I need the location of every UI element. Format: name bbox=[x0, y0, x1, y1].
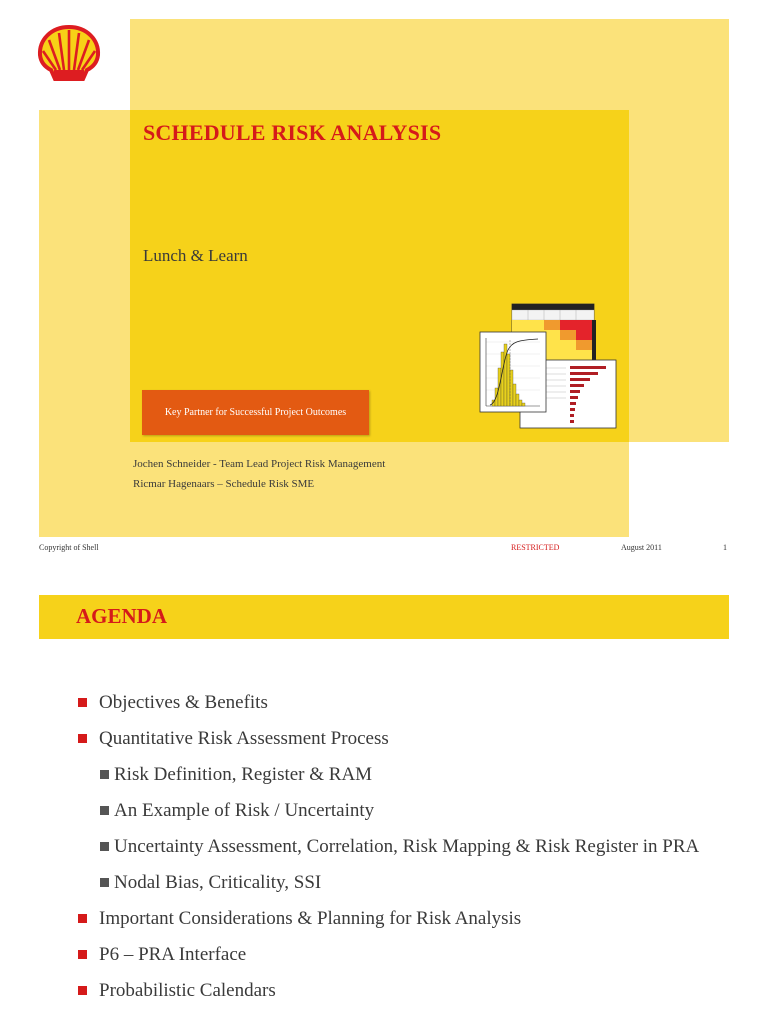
presenter-line: Ricmar Hagenaars – Schedule Risk SME bbox=[133, 478, 315, 490]
presenter-line: Jochen Schneider - Team Lead Project Risk Management bbox=[133, 458, 386, 470]
footer-date: August 2011 bbox=[621, 543, 662, 552]
agenda-item: Probabilistic Calendars bbox=[76, 978, 736, 1004]
agenda-item: P6 – PRA Interface bbox=[76, 942, 736, 968]
key-partner-banner: Key Partner for Successful Project Outcomes bbox=[142, 390, 369, 435]
agenda-subitem: Nodal Bias, Criticality, SSI bbox=[76, 870, 736, 896]
agenda-list bbox=[76, 690, 736, 1014]
slide-title: SCHEDULE RISK ANALYSIS bbox=[143, 120, 442, 145]
agenda-item: Important Considerations & Planning for Risk Analysis bbox=[76, 906, 736, 932]
agenda-item: Objectives & Benefits bbox=[76, 690, 736, 716]
slide-subtitle: Lunch & Learn bbox=[143, 246, 248, 265]
agenda-title: AGENDA bbox=[76, 604, 168, 628]
footer-page-number: 1 bbox=[723, 543, 727, 552]
agenda-subitem: An Example of Risk / Uncertainty bbox=[76, 798, 736, 824]
risk-analysis-graphic bbox=[478, 302, 618, 432]
agenda-subitem: Risk Definition, Register & RAM bbox=[76, 762, 736, 788]
shell-logo-icon bbox=[37, 24, 101, 82]
agenda-subitem: Uncertainty Assessment, Correlation, Risk Mapping & Risk Register in PRA bbox=[76, 834, 736, 860]
footer-copyright: Copyright of Shell bbox=[39, 543, 99, 552]
footer-classification: RESTRICTED bbox=[511, 543, 560, 552]
agenda-item: Quantitative Risk Assessment Process bbox=[76, 726, 736, 752]
